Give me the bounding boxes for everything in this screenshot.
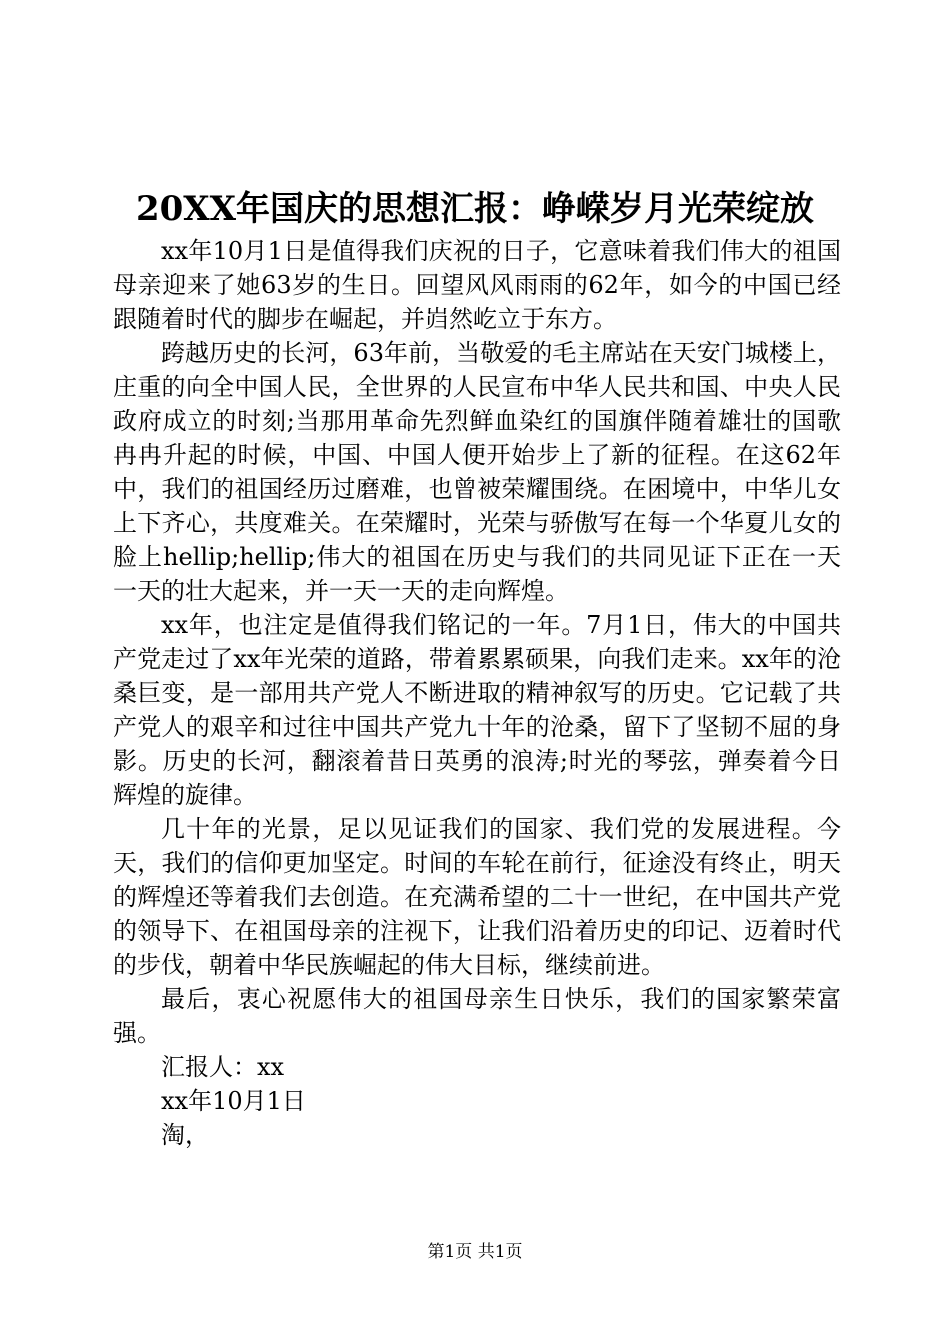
- document-title: 20XX年国庆的思想汇报：峥嵘岁月光荣绽放: [135, 189, 815, 229]
- paragraph: 几十年的光景，足以见证我们的国家、我们党的发展进程。今天，我们的信仰更加坚定。时间的车轮在前行，征途没有终止，明天的辉煌还等着我们去创造。在充满希望的二十一世纪，在中国共产党的领导下、在祖国母亲的注视下，让我们沿着历史的印记、迈着时代的步伐，朝着中华民族崛起的伟大目标，继续前进。: [113, 815, 841, 979]
- paragraph: 跨越历史的长河，63年前，当敬爱的毛主席站在天安门城楼上，庄重的向全中国人民，全世界的人民宣布中华人民共和国、中央人民政府成立的时刻;当那用革命先烈鲜血染红的国旗伴随着雄壮的国歌冉冉升起的时候，中国、中国人便开始步上了新的征程。在这62年中，我们的祖国经历过磨难，也曾被荣耀围绕。在困境中，中华儿女上下齐心，共度难关。在荣耀时，光荣与骄傲写在每一个华夏儿女的脸上hellip;hellip;伟大的祖国在历史与我们的共同见证下正在一天一天的壮大起来，并一天一天的走向辉煌。: [113, 339, 841, 605]
- trailing-text: 淘，: [161, 1121, 209, 1149]
- date-line: xx年10月1日: [161, 1087, 306, 1115]
- paragraph: xx年，也注定是值得我们铭记的一年。7月1日，伟大的中国共产党走过了xx年光荣的道路，带着累累硕果，向我们走来。xx年的沧桑巨变，是一部用共产党人不断进取的精神叙写的历史。它记载了共产党人的艰辛和过往中国共产党九十年的沧桑，留下了坚韧不屈的身影。历史的长河，翻滚着昔日英勇的浪涛;时光的琴弦，弹奏着今日辉煌的旋律。: [113, 611, 841, 809]
- document-body: [113, 234, 841, 1152]
- paragraph: 最后，衷心祝愿伟大的祖国母亲生日快乐，我们的国家繁荣富强。: [113, 985, 841, 1047]
- paragraph: xx年10月1日是值得我们庆祝的日子，它意味着我们伟大的祖国母亲迎来了她63岁的生日。回望风风雨雨的62年，如今的中国已经跟随着时代的脚步在崛起，并岿然屹立于东方。: [113, 237, 841, 333]
- page-footer: 第1页 共1页: [427, 1242, 523, 1262]
- reporter-line: 汇报人：xx: [161, 1053, 285, 1081]
